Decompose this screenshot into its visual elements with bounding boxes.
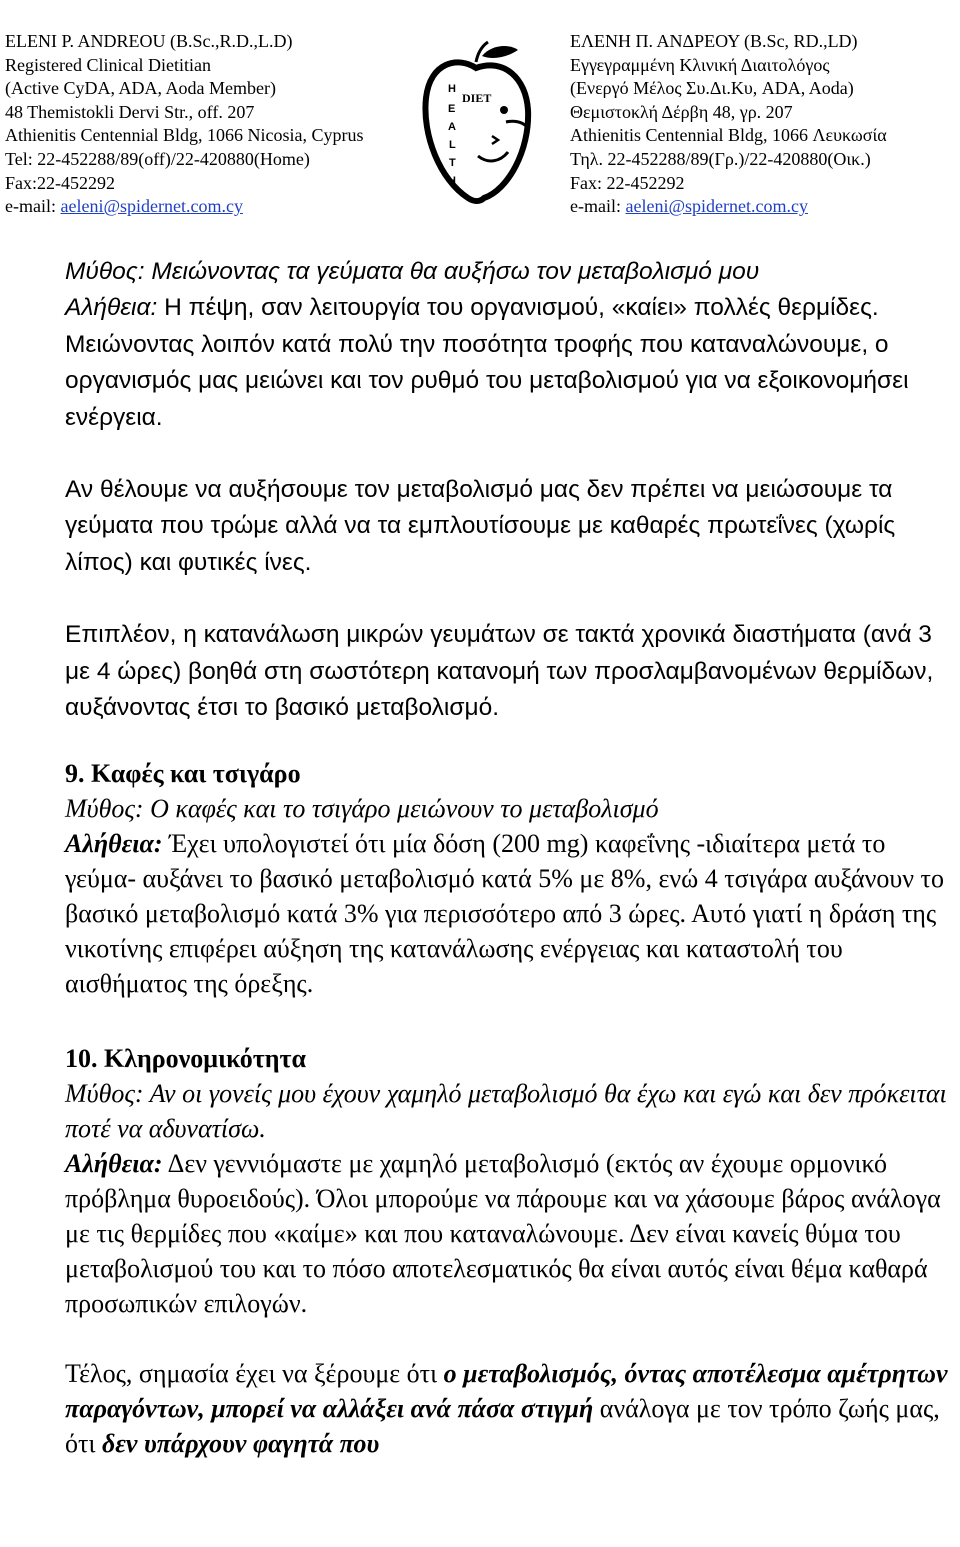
truth-text: Έχει υπολογιστεί ότι μία δόση (200 mg) καφεΐνης -ιδιαίτερα μετά το γεύμα- αυξάνει το βασικό μεταβολισμό κατά 5% με 8%, ενώ 4 τσιγάρα αυξάνουν το βασικό μεταβολισμό κατά 3% για περισσότερο από 3 ώρες. Αυτό γιατί η δράση της νικοτίνης επιφέρει αύξηση της κατανάλωσης ενέργειας και καταστολή του αισθήματος της όρεξης. xyxy=(65,829,944,999)
email-line-gr xyxy=(570,195,887,219)
fax-gr: Fax: 22-452292 xyxy=(570,172,685,193)
fax-en: Fax:22-452292 xyxy=(5,172,115,193)
email-line-en xyxy=(5,195,363,219)
address-line1-en: 48 Themistokli Dervi Str., off. 207 xyxy=(5,101,255,122)
myth-label: Μύθος: xyxy=(65,258,145,285)
myth-label: Μύθος: xyxy=(65,794,144,824)
closing-paragraph xyxy=(65,1356,955,1461)
section-heading: 10. Κληρονομικότητα xyxy=(65,1044,307,1074)
letterhead-right xyxy=(570,30,887,219)
myth-text: Αν οι γονείς μου έχουν χαμηλό μεταβολισμό θα έχω και εγώ και δεν πρόκειται ποτέ να αδυνατίσω. xyxy=(65,1079,947,1144)
address-line1-gr: Θεμιστοκλή Δέρβη 48, γρ. 207 xyxy=(570,101,793,122)
memberships-gr: (Ενεργό Μέλος Συ.Δι.Κυ, ADA, Aoda) xyxy=(570,78,854,99)
logo-letter: L xyxy=(449,139,456,151)
memberships-en: (Active CyDA, ADA, Aoda Member) xyxy=(5,78,276,99)
telephone-en: Tel: 22-452288/89(off)/22-420880(Home) xyxy=(5,148,310,169)
address-line2-en: Athienitis Centennial Bldg, 1066 Nicosia, Cyprus xyxy=(5,125,364,146)
dietitian-name-en: ELENI P. ANDREOU (B.Sc.,R.D.,L.D) xyxy=(5,31,293,51)
email-link[interactable]: aeleni@spidernet.com.cy xyxy=(60,196,243,217)
closing-emphasis: ο μεταβολισμός, όντας αποτέλεσμα αμέτρητων παραγόντων, μπορεί να αλλάξει ανά πάσα στιγμή xyxy=(65,1359,948,1424)
email-link[interactable]: aeleni@spidernet.com.cy xyxy=(625,196,808,217)
myth-text: Μειώνοντας τα γεύματα θα αυξήσω τον μεταβολισμό μου xyxy=(144,258,760,285)
apple-health-logo-icon xyxy=(418,40,538,205)
telephone-gr: Τηλ. 22-452288/89(Γρ.)/22-420880(Οικ.) xyxy=(570,148,871,169)
letterhead-left xyxy=(5,30,363,219)
closing-text: ανάλογα με τον τρόπο ζωής μας, ότι xyxy=(65,1394,940,1459)
truth-label: Αλήθεια: xyxy=(65,1149,163,1179)
truth-text: Δεν γεννιόμαστε με χαμηλό μεταβολισμό (εκτός αν έχουμε ορμονικό πρόβλημα θυροειδούς). Όλοι μπορούμε να πάρουμε και να χάσουμε βάρος ανάλογα με τις θερμίδες που «καίμε» και που καταναλώνουμε. Δεν είναι κανείς θύμα του μεταβολισμού του και το πόσο αποτελεσματικός θα είναι αυτός είναι θέμα καθαρά προσωπικών επιλογών. xyxy=(65,1149,941,1319)
myth-label: Μύθος: xyxy=(65,1079,144,1109)
logo-letter: H xyxy=(448,83,456,95)
email-label: e-mail: xyxy=(5,196,61,217)
closing-emphasis: δεν υπάρχουν φαγητά που xyxy=(101,1429,380,1459)
dietitian-title-en: Registered Clinical Dietitian xyxy=(5,54,211,75)
dietitian-name-gr: ΕΛΕΝΗ Π. ΑΝΔΡΕΟΥ (B.Sc, RD.,LD) xyxy=(570,31,858,51)
section-heading: 9. Καφές και τσιγάρο xyxy=(65,759,301,789)
closing-text: Τέλος, σημασία έχει να ξέρουμε ότι xyxy=(65,1359,444,1389)
truth-text: Η πέψη, σαν λειτουργία του οργανισμού, «καίει» πολλές θερμίδες. Μειώνοντας λοιπόν κατά πολύ την ποσότητα τροφής που καταναλώνουμε, ο οργανισμός μας μειώνει και τον ρυθμό του μεταβολισμού για να εξοικονομήσει ενέργεια. xyxy=(65,294,909,431)
dietitian-title-gr: Εγγεγραμμένη Κλινική Διαιτολόγος xyxy=(570,54,830,75)
myth-truth-meals xyxy=(65,254,955,436)
truth-label: Αλήθεια: xyxy=(65,294,158,322)
email-label: e-mail: xyxy=(570,196,626,217)
myth-text: Ο καφές και το τσιγάρο μειώνουν το μεταβολισμό xyxy=(143,794,659,824)
paragraph-small-meals: Επιπλέον, η κατανάλωση μικρών γευμάτων σε τακτά χρονικά διαστήματα (ανά 3 με 4 ώρες) βοηθά στη σωστότερη κατανομή των προσλαμβανομένων θερμίδων, αυξάνοντας έτσι το βασικό μεταβολισμό. xyxy=(65,621,934,722)
logo-letter: A xyxy=(448,121,456,133)
paragraph-enrich-meals: Αν θέλουμε να αυξήσουμε τον μεταβολισμό μας δεν πρέπει να μειώσουμε τα γεύματα που τρώμε αλλά να τα εμπλουτίσουμε με καθαρές πρωτεΐνες (χωρίς λίπος) και φυτικές ίνες. xyxy=(65,476,896,576)
logo-word: DIET xyxy=(462,91,492,105)
address-line2-gr: Athienitis Centennial Bldg, 1066 Λευκωσία xyxy=(570,125,887,146)
logo-letter: E xyxy=(448,103,456,115)
logo-letter: H xyxy=(448,175,456,187)
logo-letter: T xyxy=(449,157,456,169)
document-body xyxy=(65,254,955,1461)
truth-label: Αλήθεια: xyxy=(65,829,163,859)
section-heredity xyxy=(65,1041,955,1321)
section-coffee-cigarettes xyxy=(65,756,955,1001)
